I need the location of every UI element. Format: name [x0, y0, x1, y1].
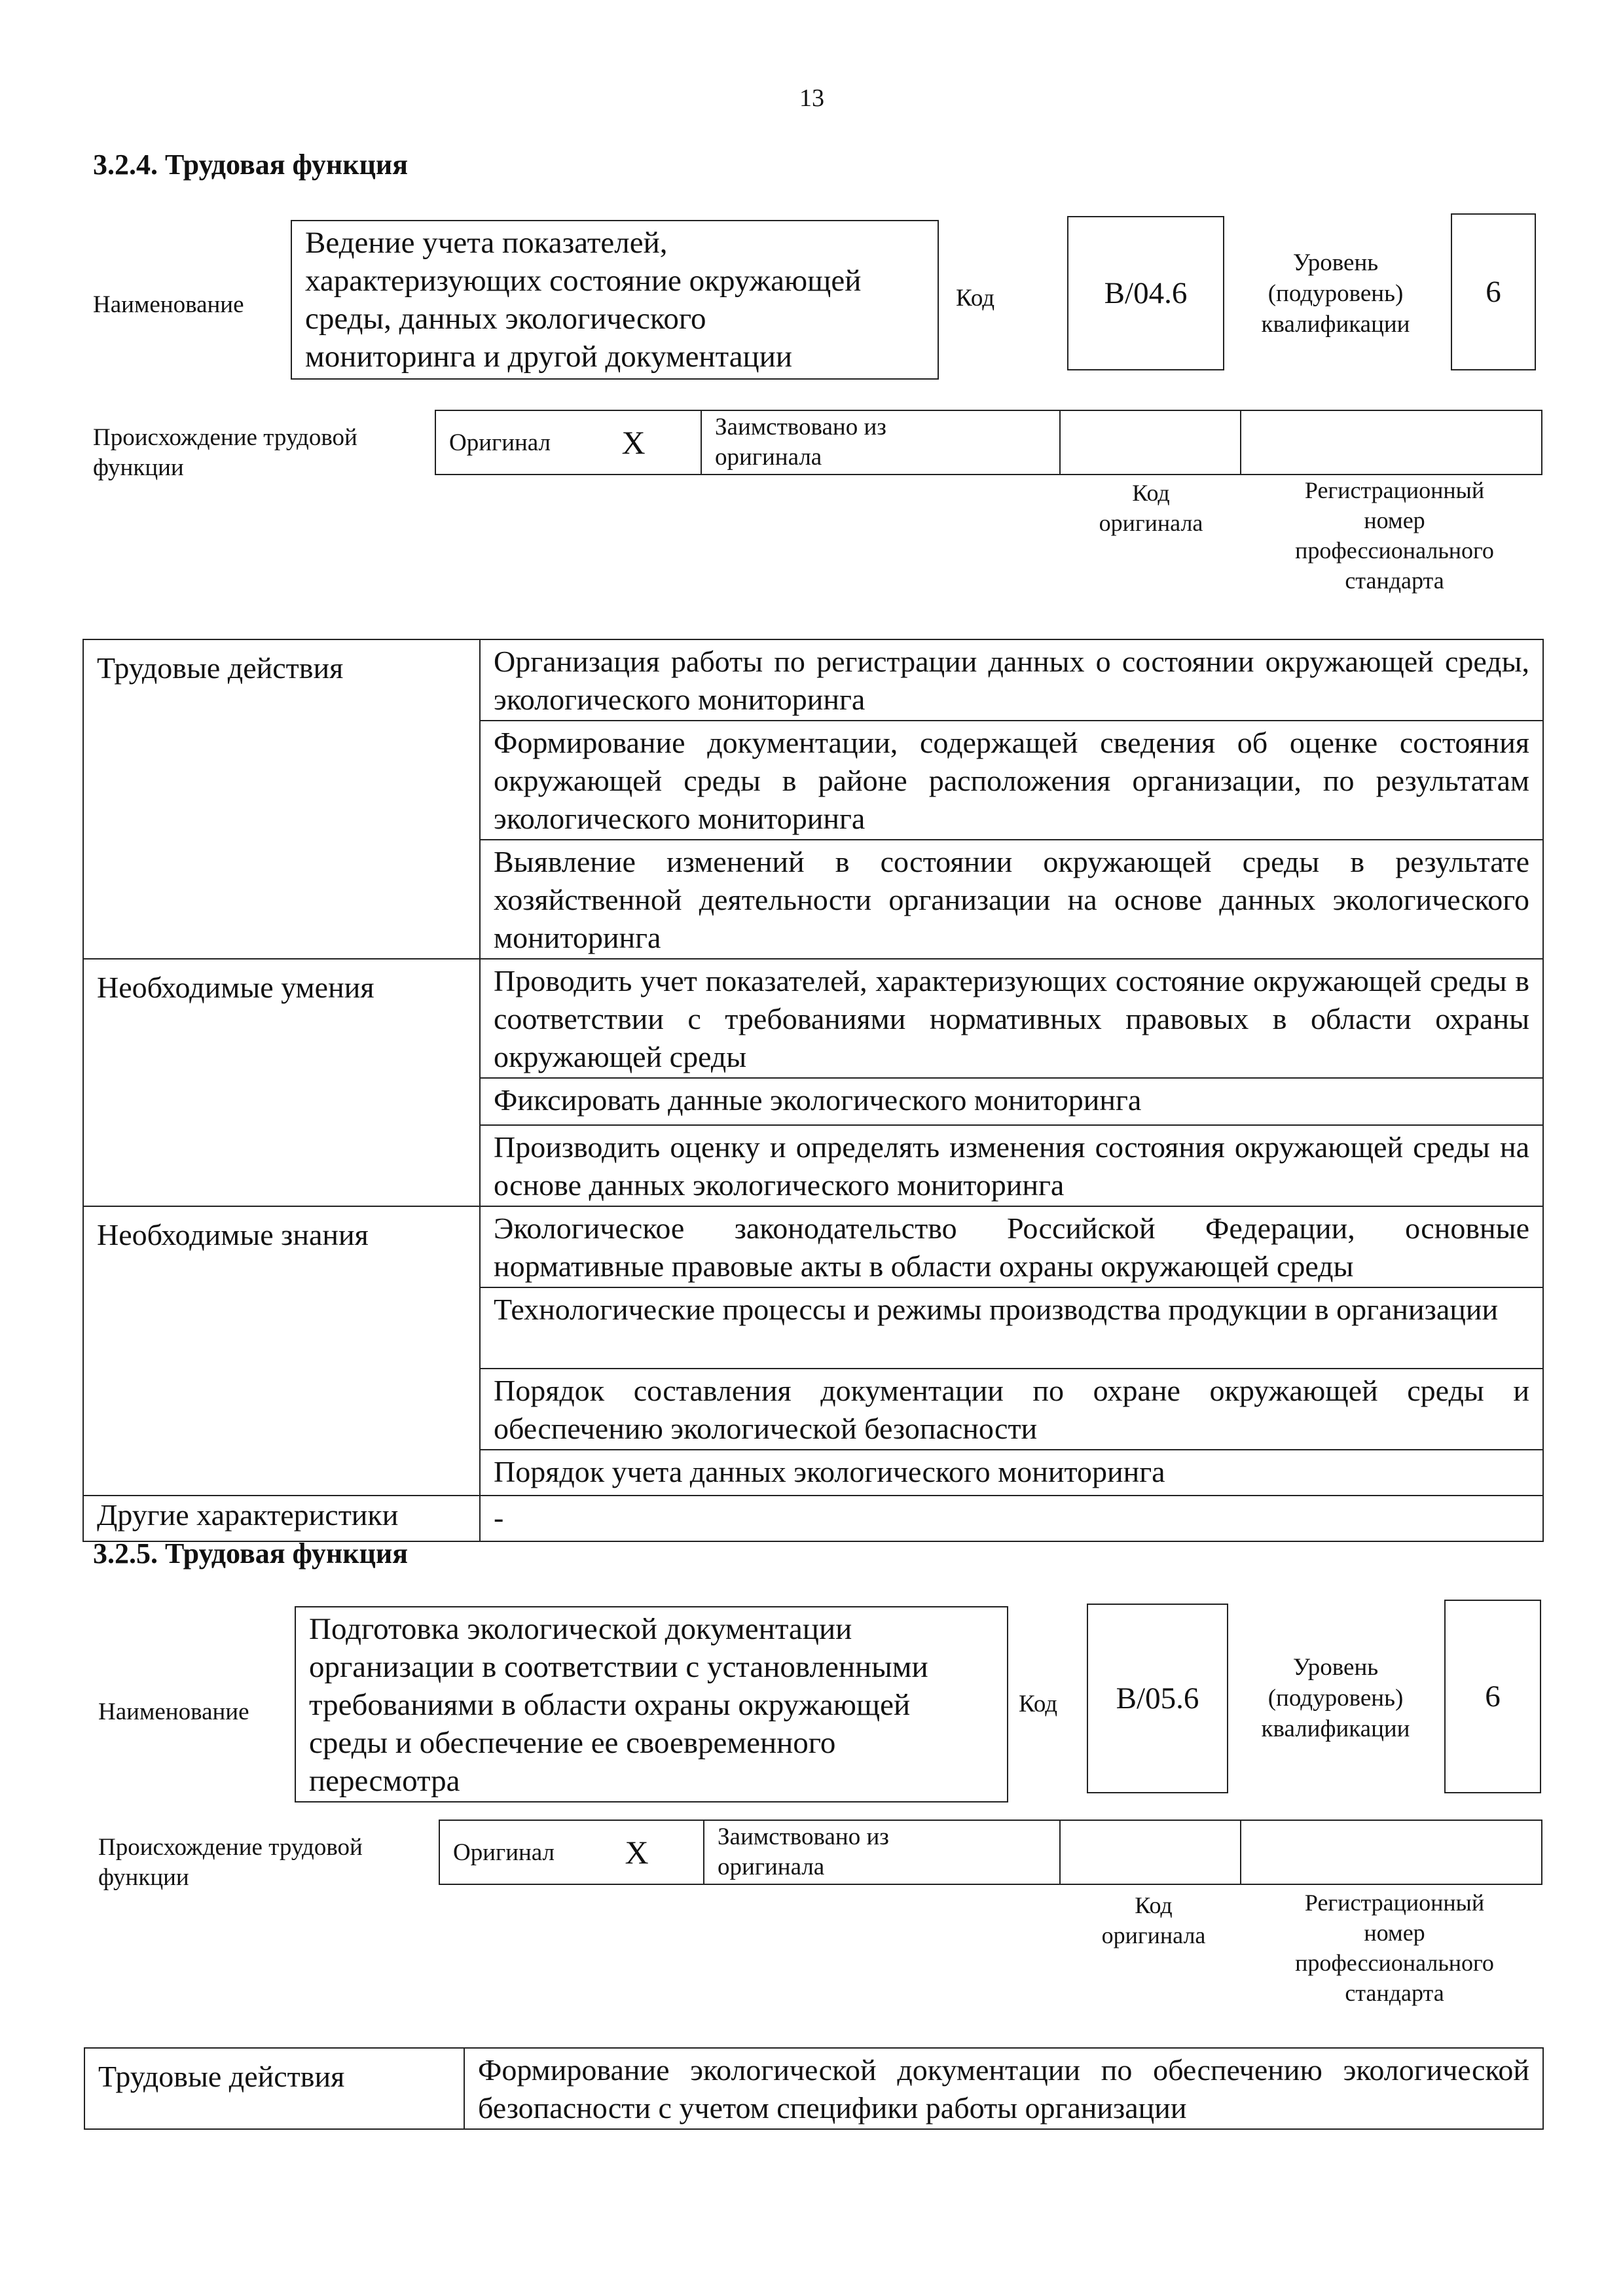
other-value: - — [480, 1496, 1543, 1541]
caption-line: оригинала — [1101, 1922, 1206, 1948]
skill-item: Проводить учет показателей, характеризующих состояние окружающей среды в соответствии с требованиями нормативных правовых в области охраны окружающей среды — [480, 959, 1543, 1078]
qualification-level-label — [1231, 247, 1440, 340]
function-details-table — [82, 639, 1544, 1542]
row-label-skills: Необходимые умения — [83, 959, 480, 1206]
qualification-level-box: 6 — [1444, 1600, 1541, 1793]
action-item: Формирование документации, содержащей сведения об оценке состояния окружающей среды в районе расположения организации, по результатам экологического мониторинга — [480, 721, 1543, 840]
function-name-line: характеризующих состояние окружающей — [305, 264, 862, 298]
borrowed-line: Заимствовано из — [715, 414, 886, 440]
function-details-table — [84, 2047, 1544, 2130]
origin-label — [93, 423, 357, 483]
page-number: 13 — [799, 84, 824, 112]
caption-line: Регистрационный — [1304, 477, 1485, 503]
code-original-caption — [1061, 478, 1241, 538]
knowledge-item: Технологические процессы и режимы производства продукции в организации — [480, 1287, 1543, 1369]
knowledge-item: Порядок учета данных экологического мониторинга — [480, 1450, 1543, 1496]
origin-label-line: функции — [93, 454, 184, 481]
original-mark: X — [570, 1820, 704, 1884]
function-name-box — [291, 220, 939, 380]
registration-number-caption — [1244, 1888, 1545, 2008]
caption-line: номер — [1364, 1920, 1425, 1946]
origin-table — [435, 410, 1542, 475]
function-name-line: Подготовка экологической документации — [309, 1612, 852, 1646]
code-label: Код — [956, 285, 995, 312]
table-row — [83, 1496, 1543, 1541]
table-row — [83, 959, 1543, 1078]
action-item: Организация работы по регистрации данных о состоянии окружающей среды, экологического мониторинга — [480, 639, 1543, 721]
function-name-line: Ведение учета показателей, — [305, 226, 668, 260]
caption-line: оригинала — [1099, 510, 1203, 536]
section-heading-3-2-4: 3.2.4. Трудовая функция — [93, 149, 409, 181]
function-name-line: среды, данных экологического — [305, 302, 706, 336]
borrowed-cell — [704, 1820, 1060, 1884]
borrowed-line: оригинала — [718, 1854, 825, 1880]
name-label: Наименование — [98, 1698, 249, 1725]
function-code-box: B/04.6 — [1067, 216, 1224, 370]
row-label-other: Другие характеристики — [83, 1496, 480, 1541]
function-name-line: организации в соответствии с установленными — [309, 1650, 928, 1684]
origin-label — [98, 1833, 363, 1893]
caption-line: профессионального — [1295, 1950, 1494, 1976]
skill-item: Фиксировать данные экологического мониторинга — [480, 1078, 1543, 1125]
action-item: Выявление изменений в состоянии окружающей среды в результате хозяйственной деятельности организации на основе данных экологического мониторинга — [480, 840, 1543, 959]
level-label-line: (подуровень) — [1267, 280, 1404, 307]
code-label: Код — [1019, 1691, 1058, 1717]
origin-table — [439, 1820, 1542, 1885]
caption-line: Регистрационный — [1304, 1890, 1485, 1916]
table-row — [84, 2048, 1543, 2129]
original-mark: X — [566, 410, 701, 475]
registration-number-caption — [1244, 475, 1545, 596]
caption-line: номер — [1364, 507, 1425, 533]
level-label-line: квалификации — [1261, 311, 1410, 338]
qualification-level-box: 6 — [1451, 213, 1536, 370]
borrowed-line: Заимствовано из — [718, 1823, 889, 1850]
caption-line: Код — [1135, 1892, 1173, 1918]
table-row — [83, 1206, 1543, 1287]
function-name-line: требованиями в области охраны окружающей — [309, 1688, 911, 1722]
origin-label-line: функции — [98, 1864, 189, 1891]
caption-line: профессионального — [1295, 537, 1494, 564]
original-cell: Оригинал — [439, 1820, 570, 1884]
action-item: Формирование экологической документации по обеспечению экологической безопасности с учетом специфики работы организации — [464, 2048, 1543, 2129]
qualification-level-label — [1231, 1652, 1440, 1744]
caption-line: стандарта — [1345, 567, 1444, 594]
function-name-line: среды и обеспечение ее своевременного — [309, 1726, 836, 1760]
origin-label-line: Происхождение трудовой — [93, 424, 357, 451]
row-label-knowledge: Необходимые знания — [83, 1206, 480, 1496]
knowledge-item: Экологическое законодательство Российской Федерации, основные нормативные правовые акты в области охраны окружающей среды — [480, 1206, 1543, 1287]
level-label-line: квалификации — [1261, 1715, 1410, 1742]
knowledge-item: Порядок составления документации по охране окружающей среды и обеспечению экологической безопасности — [480, 1369, 1543, 1450]
row-label-actions: Трудовые действия — [84, 2048, 464, 2129]
level-label-line: Уровень — [1292, 249, 1379, 276]
caption-line: Код — [1132, 480, 1170, 506]
section-heading-3-2-5: 3.2.5. Трудовая функция — [93, 1537, 409, 1570]
code-original-caption — [1063, 1890, 1244, 1950]
original-code-cell — [1060, 1820, 1241, 1884]
table-row — [83, 639, 1543, 721]
registration-number-cell — [1241, 410, 1542, 475]
registration-number-cell — [1241, 1820, 1542, 1884]
level-label-line: (подуровень) — [1267, 1685, 1404, 1712]
function-name-line: пересмотра — [309, 1764, 460, 1798]
skill-item: Производить оценку и определять изменения состояния окружающей среды на основе данных экологического мониторинга — [480, 1125, 1543, 1206]
origin-label-line: Происхождение трудовой — [98, 1834, 363, 1861]
caption-line: стандарта — [1345, 1980, 1444, 2006]
name-label: Наименование — [93, 291, 244, 318]
function-code-box: B/05.6 — [1087, 1604, 1228, 1793]
function-name-box — [295, 1606, 1008, 1803]
borrowed-cell — [701, 410, 1060, 475]
borrowed-line: оригинала — [715, 444, 822, 471]
row-label-actions: Трудовые действия — [83, 639, 480, 959]
original-cell: Оригинал — [435, 410, 566, 475]
function-name-line: мониторинга и другой документации — [305, 340, 793, 374]
original-code-cell — [1060, 410, 1241, 475]
level-label-line: Уровень — [1292, 1654, 1379, 1681]
